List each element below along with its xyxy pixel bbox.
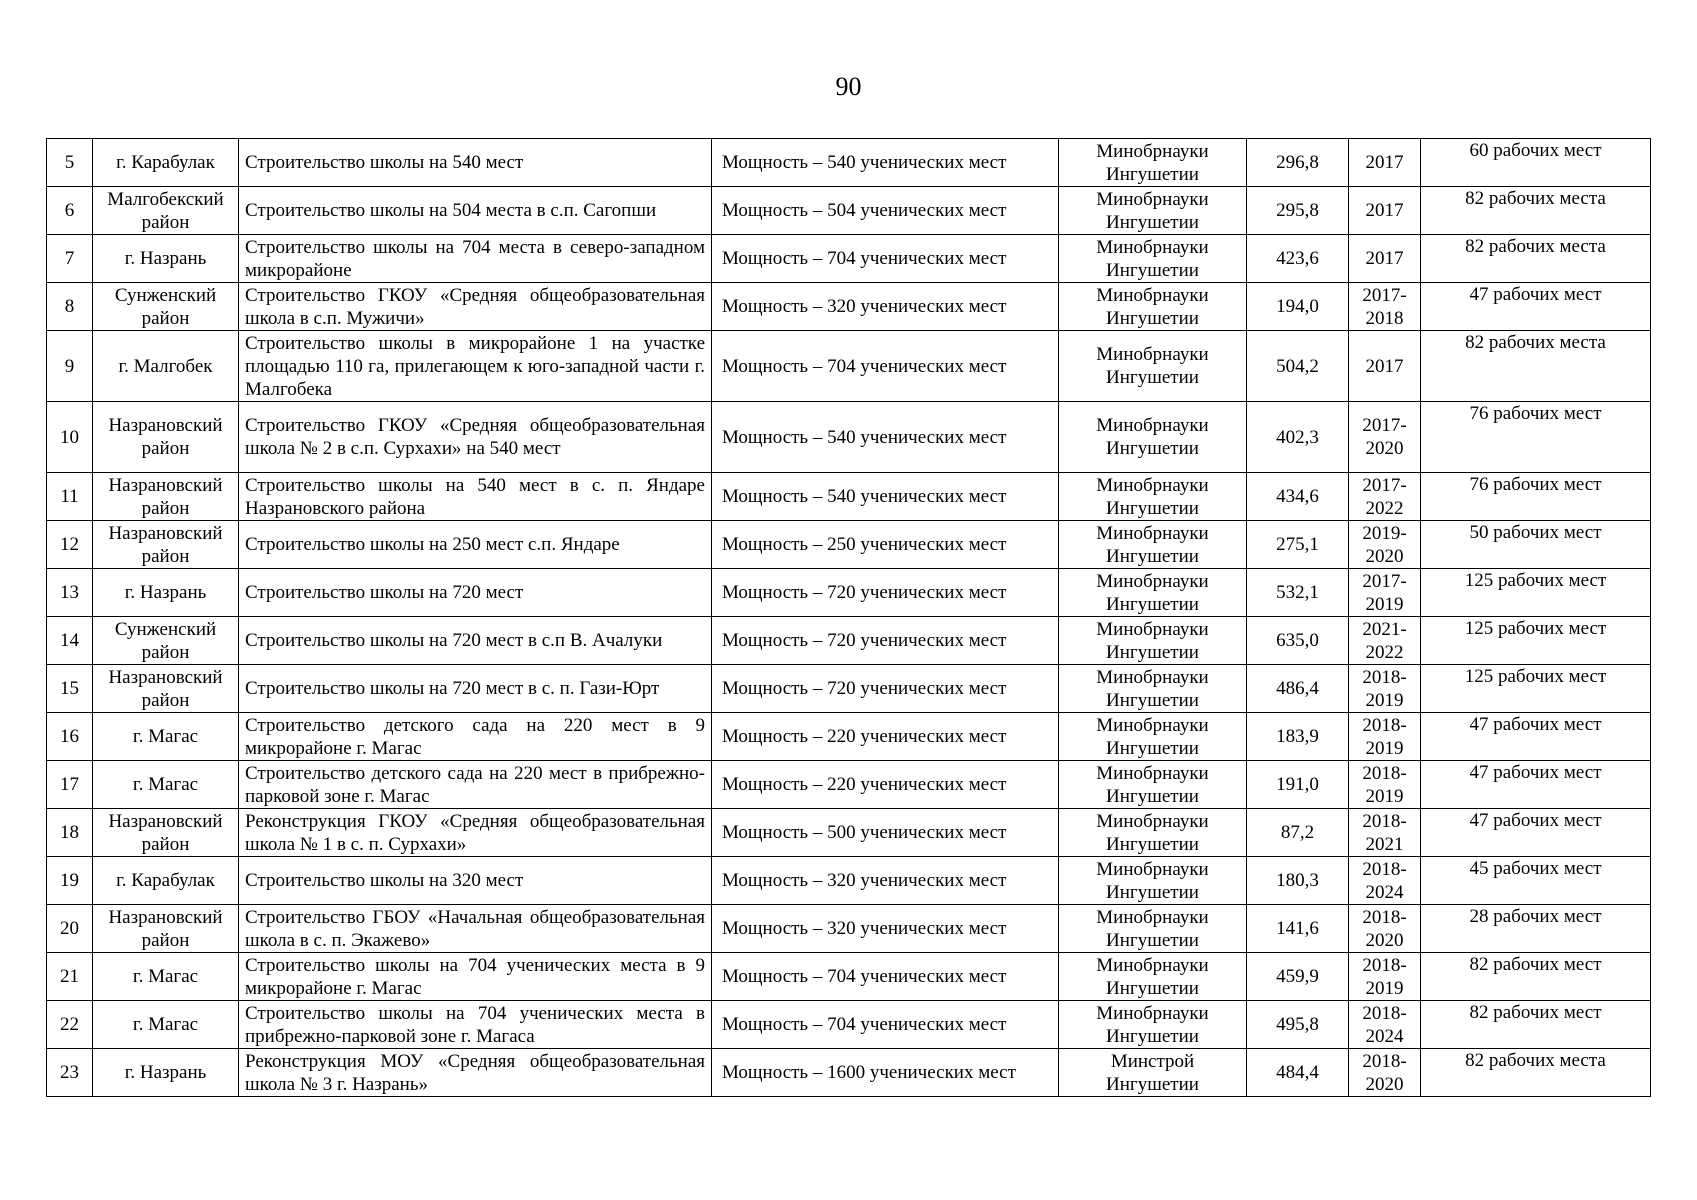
- table-row: [47, 473, 1651, 521]
- cost-cell: 87,2: [1247, 809, 1349, 857]
- table-row: [47, 521, 1651, 569]
- row-number-cell: 5: [47, 139, 93, 187]
- capacity-cell: Мощность – 720 ученических мест: [712, 569, 1059, 617]
- jobs-cell: 76 рабочих мест: [1421, 402, 1651, 473]
- row-number-cell: 17: [47, 761, 93, 809]
- row-number-cell: 15: [47, 665, 93, 713]
- years-cell: 2018-2024: [1349, 1001, 1421, 1049]
- cost-cell: 275,1: [1247, 521, 1349, 569]
- capacity-cell: Мощность – 540 ученических мест: [712, 139, 1059, 187]
- capacity-cell: Мощность – 220 ученических мест: [712, 761, 1059, 809]
- projects-table-container: [46, 138, 1650, 1097]
- project-name-cell: Строительство школы на 720 мест в с. п. Гази-Юрт: [239, 665, 712, 713]
- cost-cell: 141,6: [1247, 905, 1349, 953]
- years-cell: 2018-2020: [1349, 905, 1421, 953]
- ministry-cell: Минобрнауки Ингушетии: [1059, 139, 1247, 187]
- years-cell: 2018-2019: [1349, 713, 1421, 761]
- cost-cell: 532,1: [1247, 569, 1349, 617]
- table-row: [47, 402, 1651, 473]
- row-number-cell: 9: [47, 331, 93, 402]
- ministry-cell: Минобрнауки Ингушетии: [1059, 283, 1247, 331]
- project-name-cell: Строительство ГКОУ «Средняя общеобразовательная школа № 2 в с.п. Сурхахи» на 540 мест: [239, 402, 712, 473]
- row-number-cell: 8: [47, 283, 93, 331]
- location-cell: г. Магас: [93, 1001, 239, 1049]
- ministry-cell: Минобрнауки Ингушетии: [1059, 1001, 1247, 1049]
- row-number-cell: 12: [47, 521, 93, 569]
- location-cell: г. Магас: [93, 953, 239, 1001]
- cost-cell: 423,6: [1247, 235, 1349, 283]
- location-cell: Сунженский район: [93, 283, 239, 331]
- table-row: [47, 617, 1651, 665]
- location-cell: Назрановский район: [93, 809, 239, 857]
- table-row: [47, 713, 1651, 761]
- table-row: [47, 139, 1651, 187]
- capacity-cell: Мощность – 500 ученических мест: [712, 809, 1059, 857]
- capacity-cell: Мощность – 220 ученических мест: [712, 713, 1059, 761]
- jobs-cell: 60 рабочих мест: [1421, 139, 1651, 187]
- jobs-cell: 82 рабочих места: [1421, 331, 1651, 402]
- table-row: [47, 283, 1651, 331]
- table-row: [47, 665, 1651, 713]
- table-row: [47, 235, 1651, 283]
- ministry-cell: Минобрнауки Ингушетии: [1059, 331, 1247, 402]
- jobs-cell: 82 рабочих места: [1421, 1049, 1651, 1097]
- location-cell: Назрановский район: [93, 665, 239, 713]
- cost-cell: 180,3: [1247, 857, 1349, 905]
- cost-cell: 191,0: [1247, 761, 1349, 809]
- ministry-cell: Минобрнауки Ингушетии: [1059, 235, 1247, 283]
- cost-cell: 495,8: [1247, 1001, 1349, 1049]
- project-name-cell: Строительство школы на 504 места в с.п. Сагопши: [239, 187, 712, 235]
- row-number-cell: 21: [47, 953, 93, 1001]
- ministry-cell: Минобрнауки Ингушетии: [1059, 857, 1247, 905]
- project-name-cell: Строительство школы в микрорайоне 1 на участке площадью 110 га, прилегающем к юго-западной части г. Малгобека: [239, 331, 712, 402]
- cost-cell: 486,4: [1247, 665, 1349, 713]
- ministry-cell: Минобрнауки Ингушетии: [1059, 569, 1247, 617]
- location-cell: г. Малгобек: [93, 331, 239, 402]
- location-cell: Назрановский район: [93, 473, 239, 521]
- jobs-cell: 82 рабочих места: [1421, 235, 1651, 283]
- table-row: [47, 187, 1651, 235]
- location-cell: Малгобекский район: [93, 187, 239, 235]
- row-number-cell: 18: [47, 809, 93, 857]
- location-cell: г. Назрань: [93, 235, 239, 283]
- row-number-cell: 19: [47, 857, 93, 905]
- years-cell: 2017: [1349, 331, 1421, 402]
- capacity-cell: Мощность – 540 ученических мест: [712, 402, 1059, 473]
- cost-cell: 504,2: [1247, 331, 1349, 402]
- location-cell: г. Назрань: [93, 569, 239, 617]
- project-name-cell: Строительство детского сада на 220 мест в 9 микрорайоне г. Магас: [239, 713, 712, 761]
- row-number-cell: 14: [47, 617, 93, 665]
- jobs-cell: 82 рабочих мест: [1421, 1001, 1651, 1049]
- ministry-cell: Минобрнауки Ингушетии: [1059, 402, 1247, 473]
- ministry-cell: Минобрнауки Ингушетии: [1059, 187, 1247, 235]
- years-cell: 2017-2022: [1349, 473, 1421, 521]
- years-cell: 2017: [1349, 139, 1421, 187]
- location-cell: г. Магас: [93, 713, 239, 761]
- table-row: [47, 1049, 1651, 1097]
- location-cell: г. Назрань: [93, 1049, 239, 1097]
- project-name-cell: Строительство школы на 704 ученических места в прибрежно-парковой зоне г. Магаса: [239, 1001, 712, 1049]
- ministry-cell: Минобрнауки Ингушетии: [1059, 713, 1247, 761]
- projects-table: [46, 138, 1651, 1097]
- cost-cell: 434,6: [1247, 473, 1349, 521]
- capacity-cell: Мощность – 720 ученических мест: [712, 665, 1059, 713]
- table-row: [47, 905, 1651, 953]
- capacity-cell: Мощность – 720 ученических мест: [712, 617, 1059, 665]
- table-row: [47, 857, 1651, 905]
- years-cell: 2019-2020: [1349, 521, 1421, 569]
- project-name-cell: Строительство школы на 720 мест в с.п В. Ачалуки: [239, 617, 712, 665]
- table-row: [47, 953, 1651, 1001]
- project-name-cell: Реконструкция МОУ «Средняя общеобразовательная школа № 3 г. Назрань»: [239, 1049, 712, 1097]
- cost-cell: 296,8: [1247, 139, 1349, 187]
- location-cell: г. Магас: [93, 761, 239, 809]
- page-number: 90: [835, 72, 862, 101]
- jobs-cell: 82 рабочих мест: [1421, 953, 1651, 1001]
- project-name-cell: Строительство школы на 250 мест с.п. Яндаре: [239, 521, 712, 569]
- ministry-cell: Минстрой Ингушетии: [1059, 1049, 1247, 1097]
- projects-table-body: [47, 139, 1651, 1097]
- jobs-cell: 28 рабочих мест: [1421, 905, 1651, 953]
- capacity-cell: Мощность – 540 ученических мест: [712, 473, 1059, 521]
- table-row: [47, 569, 1651, 617]
- table-row: [47, 809, 1651, 857]
- years-cell: 2021-2022: [1349, 617, 1421, 665]
- row-number-cell: 6: [47, 187, 93, 235]
- years-cell: 2017: [1349, 187, 1421, 235]
- cost-cell: 459,9: [1247, 953, 1349, 1001]
- cost-cell: 295,8: [1247, 187, 1349, 235]
- location-cell: г. Карабулак: [93, 139, 239, 187]
- capacity-cell: Мощность – 704 ученических мест: [712, 331, 1059, 402]
- capacity-cell: Мощность – 704 ученических мест: [712, 953, 1059, 1001]
- row-number-cell: 23: [47, 1049, 93, 1097]
- cost-cell: 194,0: [1247, 283, 1349, 331]
- years-cell: 2017: [1349, 235, 1421, 283]
- jobs-cell: 125 рабочих мест: [1421, 569, 1651, 617]
- capacity-cell: Мощность – 704 ученических мест: [712, 1001, 1059, 1049]
- capacity-cell: Мощность – 1600 ученических мест: [712, 1049, 1059, 1097]
- ministry-cell: Минобрнауки Ингушетии: [1059, 809, 1247, 857]
- ministry-cell: Минобрнауки Ингушетии: [1059, 953, 1247, 1001]
- location-cell: Назрановский район: [93, 402, 239, 473]
- capacity-cell: Мощность – 504 ученических мест: [712, 187, 1059, 235]
- jobs-cell: 50 рабочих мест: [1421, 521, 1651, 569]
- capacity-cell: Мощность – 320 ученических мест: [712, 857, 1059, 905]
- project-name-cell: Строительство школы на 704 ученических места в 9 микрорайоне г. Магас: [239, 953, 712, 1001]
- cost-cell: 635,0: [1247, 617, 1349, 665]
- capacity-cell: Мощность – 704 ученических мест: [712, 235, 1059, 283]
- row-number-cell: 11: [47, 473, 93, 521]
- project-name-cell: Реконструкция ГКОУ «Средняя общеобразовательная школа № 1 в с. п. Сурхахи»: [239, 809, 712, 857]
- ministry-cell: Минобрнауки Ингушетии: [1059, 761, 1247, 809]
- ministry-cell: Минобрнауки Ингушетии: [1059, 665, 1247, 713]
- capacity-cell: Мощность – 320 ученических мест: [712, 283, 1059, 331]
- years-cell: 2018-2019: [1349, 665, 1421, 713]
- project-name-cell: Строительство школы на 320 мест: [239, 857, 712, 905]
- years-cell: 2018-2019: [1349, 761, 1421, 809]
- project-name-cell: Строительство детского сада на 220 мест в прибрежно-парковой зоне г. Магас: [239, 761, 712, 809]
- years-cell: 2017-2019: [1349, 569, 1421, 617]
- ministry-cell: Минобрнауки Ингушетии: [1059, 521, 1247, 569]
- years-cell: 2018-2020: [1349, 1049, 1421, 1097]
- row-number-cell: 16: [47, 713, 93, 761]
- years-cell: 2018-2024: [1349, 857, 1421, 905]
- cost-cell: 183,9: [1247, 713, 1349, 761]
- jobs-cell: 125 рабочих мест: [1421, 665, 1651, 713]
- project-name-cell: Строительство школы на 704 места в северо-западном микрорайоне: [239, 235, 712, 283]
- jobs-cell: 45 рабочих мест: [1421, 857, 1651, 905]
- project-name-cell: Строительство ГКОУ «Средняя общеобразовательная школа в с.п. Мужичи»: [239, 283, 712, 331]
- ministry-cell: Минобрнауки Ингушетии: [1059, 905, 1247, 953]
- table-row: [47, 761, 1651, 809]
- years-cell: 2018-2019: [1349, 953, 1421, 1001]
- jobs-cell: 125 рабочих мест: [1421, 617, 1651, 665]
- location-cell: Назрановский район: [93, 521, 239, 569]
- jobs-cell: 47 рабочих мест: [1421, 283, 1651, 331]
- project-name-cell: Строительство ГБОУ «Начальная общеобразовательная школа в с. п. Экажево»: [239, 905, 712, 953]
- project-name-cell: Строительство школы на 540 мест: [239, 139, 712, 187]
- location-cell: г. Карабулак: [93, 857, 239, 905]
- jobs-cell: 47 рабочих мест: [1421, 713, 1651, 761]
- years-cell: 2018-2021: [1349, 809, 1421, 857]
- ministry-cell: Минобрнауки Ингушетии: [1059, 617, 1247, 665]
- location-cell: Назрановский район: [93, 905, 239, 953]
- jobs-cell: 47 рабочих мест: [1421, 761, 1651, 809]
- years-cell: 2017-2018: [1349, 283, 1421, 331]
- project-name-cell: Строительство школы на 540 мест в с. п. Яндаре Назрановского района: [239, 473, 712, 521]
- capacity-cell: Мощность – 320 ученических мест: [712, 905, 1059, 953]
- ministry-cell: Минобрнауки Ингушетии: [1059, 473, 1247, 521]
- row-number-cell: 10: [47, 402, 93, 473]
- location-cell: Сунженский район: [93, 617, 239, 665]
- row-number-cell: 7: [47, 235, 93, 283]
- jobs-cell: 76 рабочих мест: [1421, 473, 1651, 521]
- table-row: [47, 1001, 1651, 1049]
- jobs-cell: 82 рабочих места: [1421, 187, 1651, 235]
- project-name-cell: Строительство школы на 720 мест: [239, 569, 712, 617]
- cost-cell: 484,4: [1247, 1049, 1349, 1097]
- row-number-cell: 13: [47, 569, 93, 617]
- capacity-cell: Мощность – 250 ученических мест: [712, 521, 1059, 569]
- row-number-cell: 22: [47, 1001, 93, 1049]
- row-number-cell: 20: [47, 905, 93, 953]
- jobs-cell: 47 рабочих мест: [1421, 809, 1651, 857]
- cost-cell: 402,3: [1247, 402, 1349, 473]
- years-cell: 2017-2020: [1349, 402, 1421, 473]
- table-row: [47, 331, 1651, 402]
